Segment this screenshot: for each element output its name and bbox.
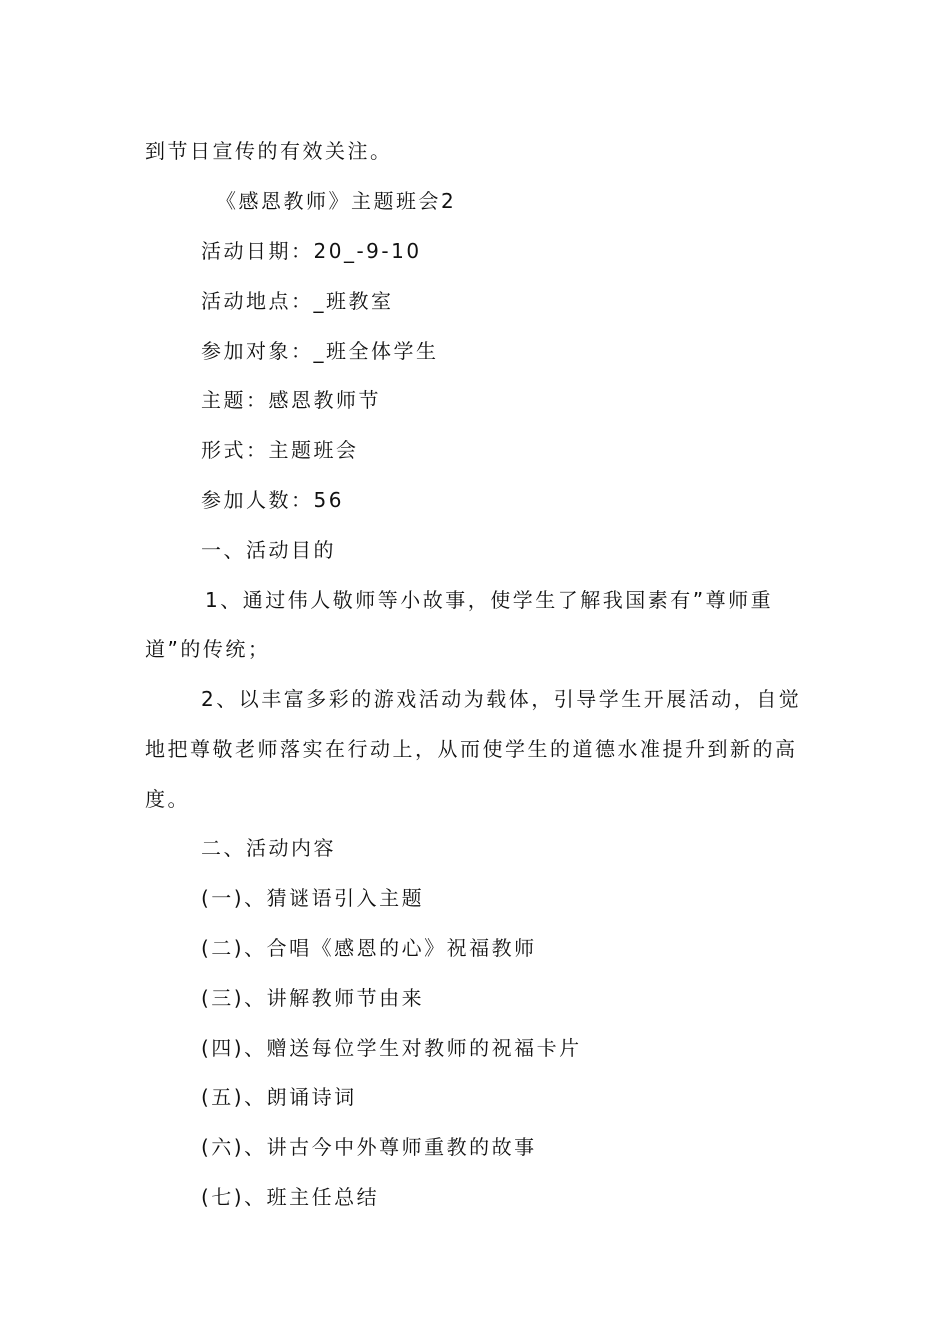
goal-2-line-3: 度。: [145, 787, 190, 811]
section-heading: 《感恩教师》主题班会2: [216, 189, 457, 213]
participant-count: 参加人数：56: [201, 488, 344, 512]
activity-theme: 主题：感恩教师节: [201, 388, 381, 412]
activity-participants: 参加对象：_班全体学生: [201, 339, 439, 363]
goal-1-line-2: 道”的传统；: [145, 637, 271, 661]
content-item: (二)、合唱《感恩的心》祝福教师: [201, 936, 537, 960]
goal-2-line-2: 地把尊敬老师落实在行动上，从而使学生的道德水准提升到新的高: [145, 737, 798, 761]
previous-paragraph-tail: 到节日宣传的有效关注。: [145, 139, 393, 163]
content-item: (四)、赠送每位学生对教师的祝福卡片: [201, 1036, 582, 1060]
content-item: (三)、讲解教师节由来: [201, 986, 425, 1010]
activity-date: 活动日期：20_-9-10: [201, 239, 422, 263]
content-item: (五)、朗诵诗词: [201, 1085, 357, 1109]
goal-1-line-1: 1、通过伟人敬师等小故事，使学生了解我国素有”尊师重: [205, 588, 774, 612]
content-item: (一)、猜谜语引入主题: [201, 886, 425, 910]
goal-2-line-1: 2、以丰富多彩的游戏活动为载体，引导学生开展活动，自觉: [201, 687, 802, 711]
section-title-goals: 一、活动目的: [201, 538, 336, 562]
section-title-content: 二、活动内容: [201, 836, 336, 860]
content-item: (七)、班主任总结: [201, 1185, 380, 1209]
activity-place: 活动地点：_班教室: [201, 289, 394, 313]
content-item: (六)、讲古今中外尊师重教的故事: [201, 1135, 537, 1159]
activity-form: 形式：主题班会: [201, 438, 359, 462]
